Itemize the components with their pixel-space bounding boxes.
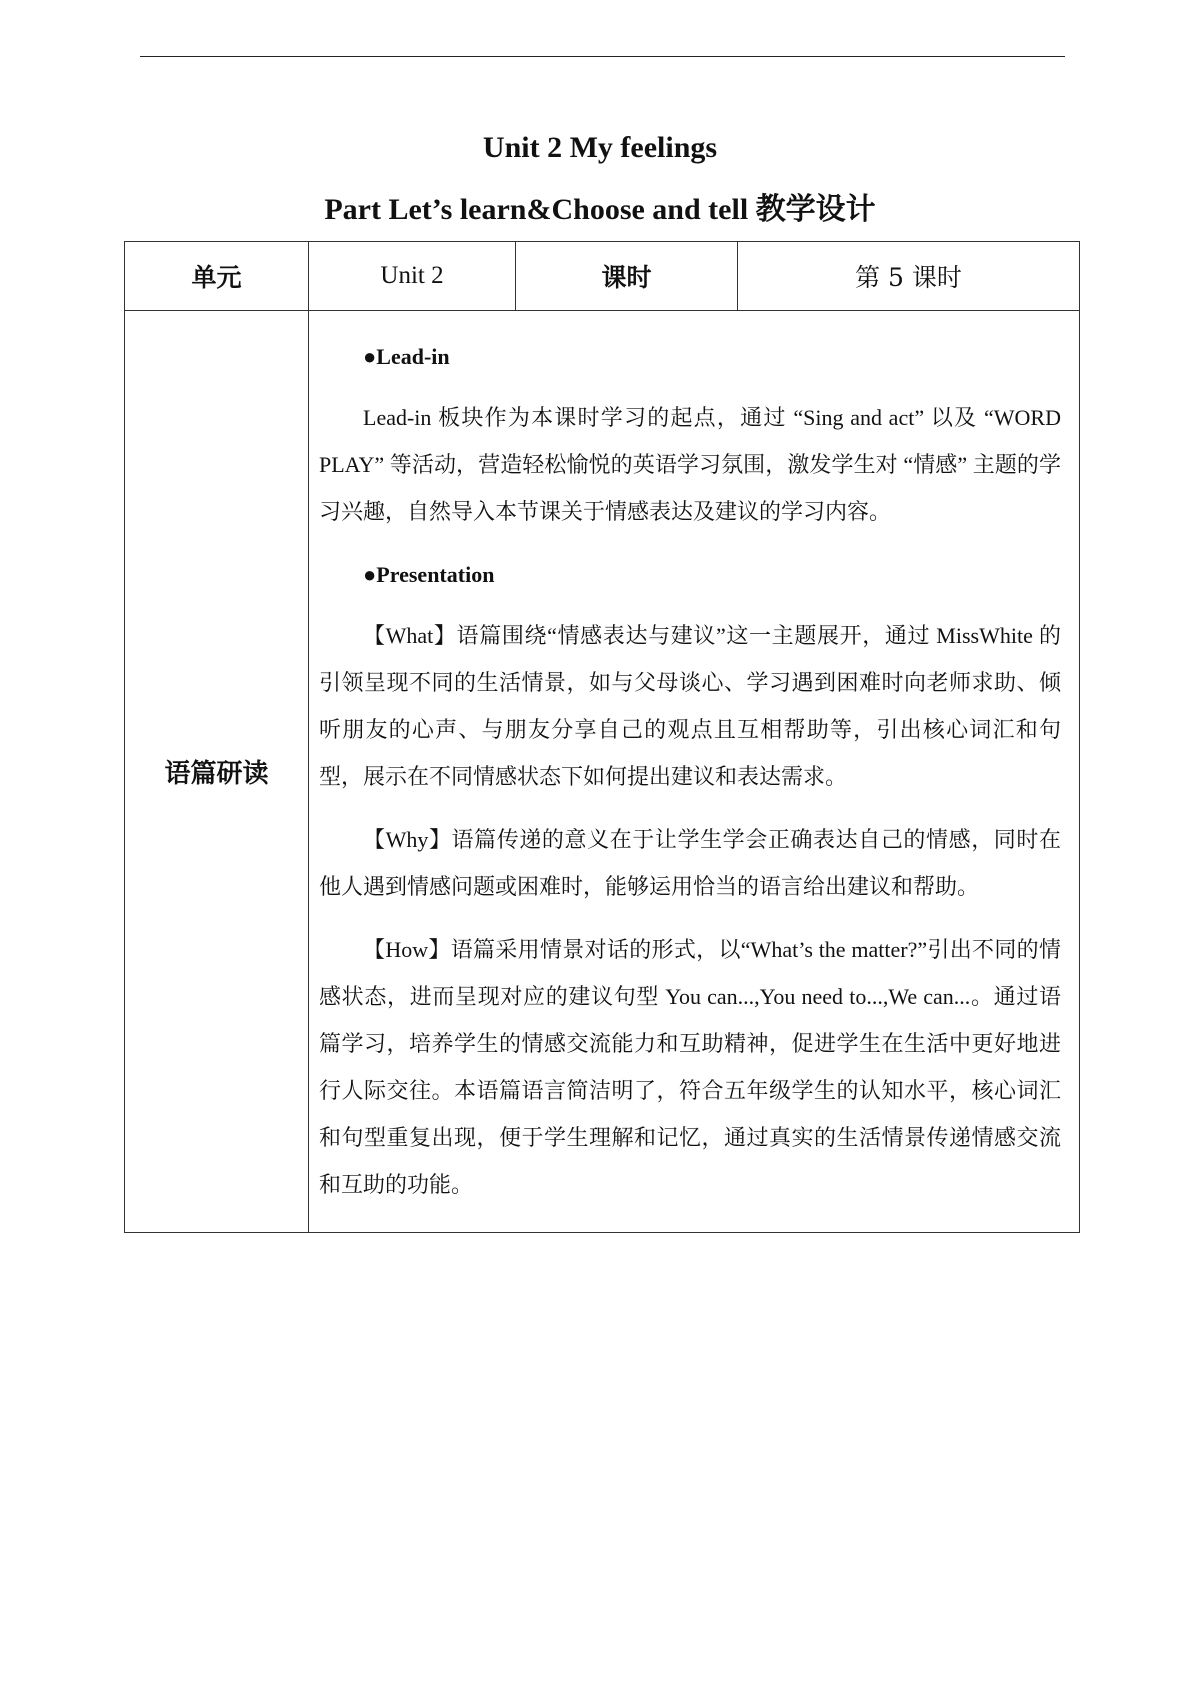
lead-in-paragraph: Lead-in 板块作为本课时学习的起点，通过 “Sing and act” 以及 “WORD PLAY” 等活动，营造轻松愉悦的英语学习氛围，激发学生对 “情感” 主题的学习兴趣，自然导入本节课关于情感表达及建议的学习内容。 [319, 405, 1061, 524]
document-title: Unit 2 My feelings [482, 131, 718, 164]
why-paragraph: 【Why】语篇传递的意义在于让学生学会正确表达自己的情感，同时在他人遇到情感问题或困难时，能够运用恰当的语言给出建议和帮助。 [319, 827, 1061, 899]
lesson-plan-table [124, 241, 1080, 1233]
unit-value-cell: Unit 2 [309, 242, 516, 311]
bullet-icon: ● [363, 344, 377, 369]
what-paragraph: 【What】语篇围绕“情感表达与建议”这一主题展开，通过 MissWhite 的引领呈现不同的生活情景，如与父母谈心、学习遇到困难时向老师求助、倾听朋友的心声、与朋友分享自己的观点且互相帮助等，引出核心词汇和句型，展示在不同情感状态下如何提出建议和表达需求。 [319, 623, 1061, 789]
lesson-label-cell: 课时 [516, 242, 738, 311]
table-header-row [125, 242, 1080, 311]
section-heading-lead-in: ●Lead-in [363, 344, 450, 369]
unit-label-cell: 单元 [125, 242, 309, 311]
section-content-cell [309, 311, 1080, 1233]
lesson-value-cell: 第 5 课时 [738, 242, 1080, 311]
header-rule [140, 56, 1065, 57]
how-paragraph: 【How】语篇采用情景对话的形式，以“What’s the matter?”引出不同的情感状态，进而呈现对应的建议句型 You can...,You need to...,We can...。通过语篇学习，培养学生的情感交流能力和互助精神，促进学生在生活中更好地进行人际交往。本语篇语言简洁明了，符合五年级学生的认知水平，核心词汇和句型重复出现，便于学生理解和记忆，通过真实的生活情景传递情感交流和互助的功能。 [319, 937, 1061, 1197]
section-heading-presentation: ●Presentation [363, 562, 495, 587]
section-label-cell: 语篇研读 [125, 311, 309, 1233]
table-body-row [125, 311, 1080, 1233]
bullet-icon: ● [363, 562, 377, 587]
document-subtitle: Part Let’s learn&Choose and tell 教学设计 [324, 193, 876, 226]
